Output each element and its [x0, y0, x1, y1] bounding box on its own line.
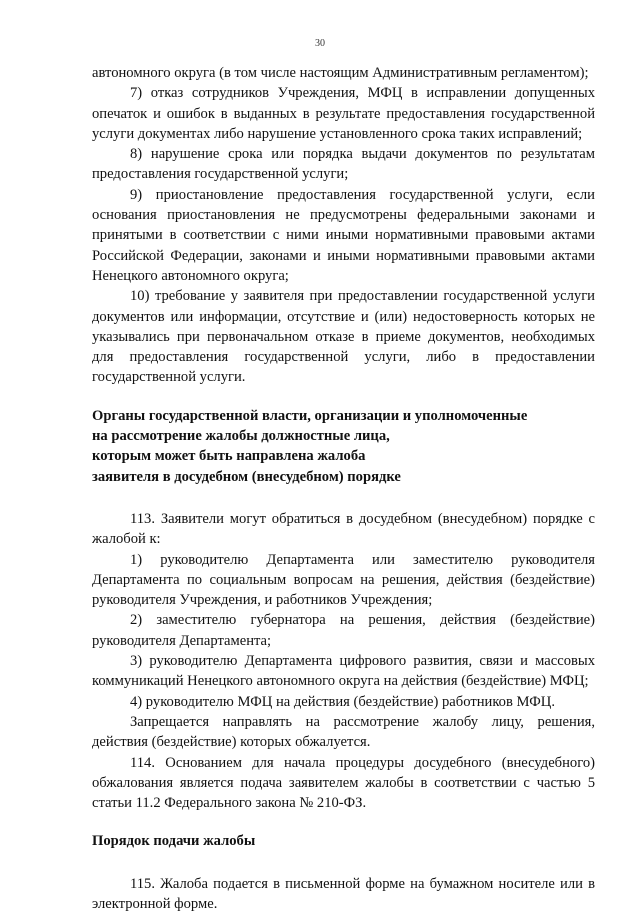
list-item-8: 8) нарушение срока или порядка выдачи документов по результатам предоставления государственной услуги;: [92, 146, 595, 183]
paragraph-prohibition: Запрещается направлять на рассмотрение жалобу лицу, решения, действия (бездействие) которых обжалуется.: [92, 713, 595, 751]
list-item-3: 3) руководителю Департамента цифрового развития, связи и массовых коммуникаций Ненецкого автономного округа на действия (бездействие) МФЦ;: [92, 653, 595, 690]
paragraph-114: 114. Основанием для начала процедуры досудебного (внесудебного) обжалования является подача заявителем жалобы в соответствии с частью 5 статьи 11.2 Федерального закона № 210-ФЗ.: [92, 754, 595, 812]
list-item-7: 7) отказ сотрудников Учреждения, МФЦ в исправлении допущенных опечаток и ошибок в выданных в результате предоставления государственной услуги документах либо нарушение установленного срока таких исправлений;: [92, 85, 595, 142]
list-item-1: 1) руководителю Департамента или заместителю руководителя Департамента по социальным вопросам на решения, действия (бездействие) руководителя Учреждения, и работников Учреждения;: [92, 551, 595, 609]
document-body: [92, 63, 595, 914]
paragraph-115: 115. Жалоба подается в письменной форме на бумажном носителе или в электронной форме.: [92, 875, 595, 912]
section-heading-complaint-bodies: [92, 406, 595, 487]
list-item-4: 4) руководителю МФЦ на действия (бездействие) работников МФЦ.: [130, 693, 555, 710]
heading-line: на рассмотрение жалобы должностные лица,: [92, 428, 390, 445]
heading-line: которым может быть направлена жалоба: [92, 448, 366, 465]
list-item-9: 9) приостановление предоставления государственной услуги, если основания приостановления не предусмотрены федеральными законами и принятыми в соответствии с ними иными нормативными правовыми актами Российской Федерации, законами и иными нормативными правовыми актами Ненецкого автономного округа;: [92, 186, 595, 284]
heading-line: заявителя в досудебном (внесудебном) порядке: [92, 468, 401, 485]
section-heading-submission: Порядок подачи жалобы: [92, 833, 256, 850]
list-item-2: 2) заместителю губернатора на решения, действия (бездействие) руководителя Департамента;: [92, 612, 595, 649]
list-item-10: 10) требование у заявителя при предоставлении государственной услуги документов или информации, отсутствие и (или) недостоверность которых не указывались при первоначальном отказе в приеме документов, необходимых для предоставления государственной услуги, либо в предоставлении государственной услуги.: [92, 288, 595, 386]
heading-line: Органы государственной власти, организации и уполномоченные: [92, 407, 528, 424]
paragraph-113: 113. Заявители могут обратиться в досудебном (внесудебном) порядке с жалобой к:: [92, 510, 595, 548]
page-number: 30: [315, 38, 325, 49]
paragraph-continuation: автономного округа (в том числе настоящим Административным регламентом);: [92, 65, 589, 81]
